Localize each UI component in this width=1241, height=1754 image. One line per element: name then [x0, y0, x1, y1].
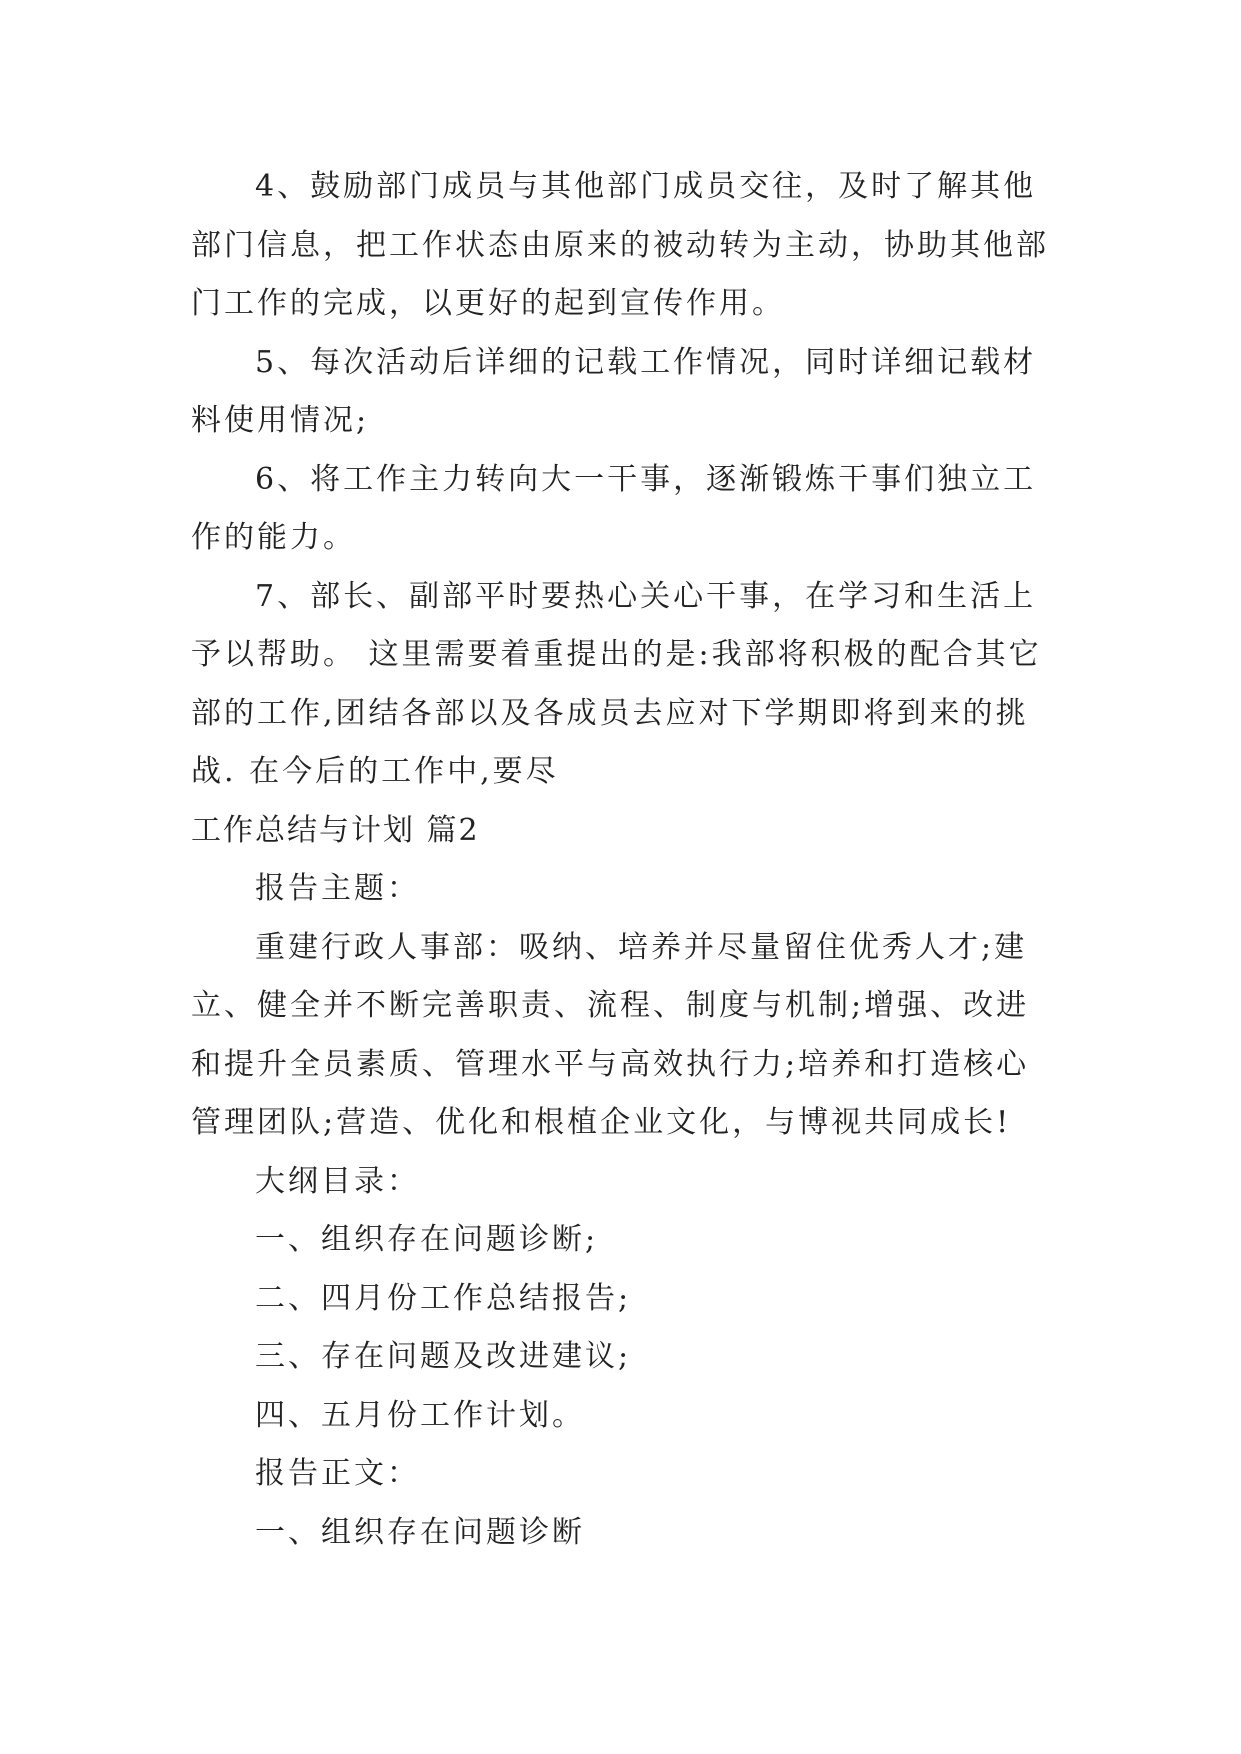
outline-item-4: 四、五月份工作计划。: [255, 1397, 585, 1433]
outline-item-1: 一、组织存在问题诊断;: [255, 1222, 599, 1257]
report-topic-text: 重建行政人事部：吸纳、培养并尽量留住优秀人才;建立、健全并不断完善职责、流程、制度与机制;增强、改进和提升全员素质、管理水平与高效执行力;培养和打造核心管理团队;营造、优化和根植企业文化，与博视共同成长!: [191, 929, 1030, 1140]
report-body-label: 报告正文：: [255, 1456, 420, 1491]
section-heading: 工作总结与计划 篇2: [191, 812, 480, 848]
outline-item-3: 三、存在问题及改进建议;: [255, 1339, 632, 1374]
outline-item-2: 二、四月份工作总结报告;: [255, 1280, 632, 1316]
paragraph-item-6: 6、将工作主力转向大一干事，逐渐锻炼干事们独立工作的能力。: [191, 461, 1037, 555]
paragraph-item-5: 5、每次活动后详细的记载工作情况，同时详细记载材料使用情况;: [191, 344, 1037, 438]
document-body: [191, 158, 1053, 1562]
paragraph-item-4: 4、鼓励部门成员与其他部门成员交往，及时了解其他部门信息，把工作状态由原来的被动转为主动，协助其他部门工作的完成，以更好的起到宣传作用。: [191, 169, 1049, 321]
report-topic-label: 报告主题：: [255, 871, 420, 906]
outline-label: 大纲目录：: [255, 1163, 420, 1199]
paragraph-item-7: 7、部长、副部平时要热心关心干事，在学习和生活上予以帮助。 这里需要着重提出的是:我部将积极的配合其它部的工作,团结各部以及各成员去应对下学期即将到来的挑战. 在今后的工作中,要尽: [191, 578, 1042, 789]
report-body-section-1: 一、组织存在问题诊断: [255, 1514, 585, 1550]
